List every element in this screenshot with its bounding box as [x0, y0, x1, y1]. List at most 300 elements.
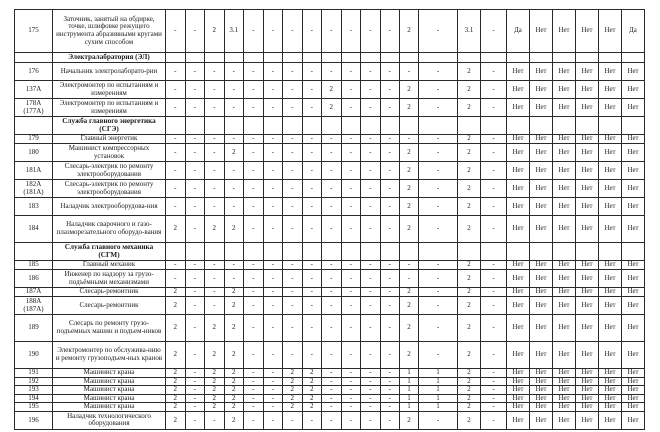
factor-class-cell: -	[302, 297, 322, 315]
factor-class-cell: -	[283, 144, 303, 162]
table-row	[15, 261, 645, 270]
workplace-number: 193	[15, 386, 53, 395]
compensation-flag-cell: Нет	[622, 261, 645, 270]
empty-cell	[481, 117, 507, 135]
factor-class-cell: -	[322, 162, 342, 180]
factor-class-cell: 1	[419, 369, 458, 378]
compensation-flag-cell: Нет	[576, 394, 599, 403]
compensation-flag-cell: Нет	[599, 180, 622, 198]
workplace-number: 182А (181А)	[15, 180, 53, 198]
profession-title: Наладчик сварочного и газо-плазморезательного оборудо-вания	[53, 216, 166, 243]
factor-class-cell: -	[185, 261, 205, 270]
empty-cell	[507, 53, 530, 63]
table-row	[15, 369, 645, 378]
factor-class-cell: -	[263, 369, 283, 378]
factor-class-cell: 2	[400, 288, 419, 297]
factor-class-cell: -	[380, 135, 400, 144]
table-row	[15, 144, 645, 162]
factor-class-cell: -	[322, 394, 342, 403]
compensation-flag-cell: Нет	[507, 386, 530, 395]
factor-class-cell: 2	[283, 386, 303, 395]
factor-class-cell: 2	[458, 411, 481, 429]
compensation-flag-cell: Нет	[622, 81, 645, 99]
compensation-flag-cell: Нет	[530, 394, 553, 403]
factor-class-cell: -	[283, 315, 303, 342]
empty-cell	[185, 243, 205, 261]
compensation-flag-cell: Нет	[553, 403, 576, 412]
empty-cell	[622, 117, 645, 135]
factor-class-cell: 2	[322, 99, 342, 117]
factor-class-cell: -	[224, 162, 244, 180]
compensation-flag-cell: Нет	[576, 216, 599, 243]
factor-class-cell: -	[361, 342, 381, 369]
empty-cell	[322, 117, 342, 135]
empty-cell	[244, 53, 264, 63]
factor-class-cell: -	[322, 10, 342, 53]
factor-class-cell: -	[302, 10, 322, 53]
factor-class-cell: -	[419, 81, 458, 99]
factor-class-cell: 2	[458, 315, 481, 342]
empty-cell	[507, 117, 530, 135]
factor-class-cell: -	[322, 261, 342, 270]
compensation-flag-cell: Нет	[576, 144, 599, 162]
factor-class-cell: -	[361, 99, 381, 117]
factor-class-cell: -	[185, 411, 205, 429]
compensation-flag-cell: Нет	[622, 386, 645, 395]
compensation-flag-cell: Нет	[507, 135, 530, 144]
compensation-flag-cell: Нет	[622, 144, 645, 162]
empty-cell	[599, 53, 622, 63]
factor-class-cell: 2	[400, 99, 419, 117]
factor-class-cell: -	[185, 135, 205, 144]
factor-class-cell: 2	[400, 411, 419, 429]
factor-class-cell: -	[244, 288, 264, 297]
factor-class-cell: -	[361, 198, 381, 216]
empty-cell	[622, 243, 645, 261]
factor-class-cell: -	[419, 99, 458, 117]
profession-title: Электромонтер по испытаниям и измерениям	[53, 81, 166, 99]
factor-class-cell: -	[322, 135, 342, 144]
table-row	[15, 63, 645, 81]
compensation-flag-cell: Нет	[553, 162, 576, 180]
compensation-flag-cell: Нет	[576, 288, 599, 297]
factor-class-cell: -	[322, 270, 342, 288]
factor-class-cell: 2	[224, 411, 244, 429]
compensation-flag-cell: Нет	[530, 369, 553, 378]
factor-class-cell: -	[341, 315, 361, 342]
profession-title: Наладчик технологического оборудования	[53, 411, 166, 429]
factor-class-cell: -	[341, 377, 361, 386]
compensation-flag-cell: Нет	[507, 144, 530, 162]
factor-class-cell: -	[185, 162, 205, 180]
factor-class-cell: 2	[205, 342, 225, 369]
factor-class-cell: 2	[400, 162, 419, 180]
factor-class-cell: -	[341, 261, 361, 270]
factor-class-cell: 2	[322, 81, 342, 99]
factor-class-cell: 2	[302, 369, 322, 378]
factor-class-cell: -	[380, 394, 400, 403]
factor-class-cell: -	[322, 144, 342, 162]
factor-class-cell: 2	[205, 315, 225, 342]
compensation-flag-cell: Нет	[576, 10, 599, 53]
empty-cell	[553, 53, 576, 63]
factor-class-cell: -	[263, 377, 283, 386]
factor-class-cell: -	[302, 342, 322, 369]
empty-cell	[322, 243, 342, 261]
factor-class-cell: -	[244, 403, 264, 412]
compensation-flag-cell: Нет	[507, 394, 530, 403]
compensation-flag-cell: Нет	[599, 386, 622, 395]
compensation-flag-cell: Нет	[599, 63, 622, 81]
factor-class-cell: -	[263, 411, 283, 429]
compensation-flag-cell: Нет	[576, 63, 599, 81]
profession-title: Машинист крана	[53, 394, 166, 403]
factor-class-cell: -	[185, 403, 205, 412]
compensation-flag-cell: Нет	[622, 403, 645, 412]
factor-class-cell: -	[283, 180, 303, 198]
compensation-flag-cell: Нет	[622, 162, 645, 180]
empty-cell	[263, 53, 283, 63]
factor-class-cell: -	[185, 297, 205, 315]
factor-class-cell: -	[361, 270, 381, 288]
factor-class-cell: -	[322, 377, 342, 386]
empty-cell	[224, 53, 244, 63]
factor-class-cell: 2	[458, 377, 481, 386]
compensation-flag-cell: Нет	[553, 144, 576, 162]
compensation-flag-cell: Нет	[530, 403, 553, 412]
factor-class-cell: -	[244, 369, 264, 378]
profession-title: Машинист крана	[53, 377, 166, 386]
profession-title: Инженер по надзору за грузо-подъёмными механизмами	[53, 270, 166, 288]
profession-title: Электромонтер по обслужива-нию и ремонту грузоподъем-ных кранов	[53, 342, 166, 369]
factor-class-cell: -	[361, 386, 381, 395]
factor-class-cell: -	[302, 144, 322, 162]
empty-cell	[530, 53, 553, 63]
factor-class-cell: -	[224, 99, 244, 117]
factor-class-cell: 1	[419, 403, 458, 412]
factor-class-cell: -	[361, 288, 381, 297]
factor-class-cell: -	[205, 261, 225, 270]
compensation-flag-cell: Нет	[553, 386, 576, 395]
factor-class-cell: 2	[166, 411, 186, 429]
factor-class-cell: 2	[302, 403, 322, 412]
factor-class-cell: -	[263, 10, 283, 53]
factor-class-cell: -	[481, 180, 507, 198]
compensation-flag-cell: Нет	[576, 261, 599, 270]
compensation-flag-cell: Нет	[622, 63, 645, 81]
factor-class-cell: 1	[419, 377, 458, 386]
table-row	[15, 403, 645, 412]
factor-class-cell: -	[481, 261, 507, 270]
factor-class-cell: -	[361, 180, 381, 198]
compensation-flag-cell: Нет	[576, 411, 599, 429]
factor-class-cell: -	[205, 180, 225, 198]
empty-cell	[205, 53, 225, 63]
compensation-flag-cell: Нет	[622, 198, 645, 216]
empty-cell	[400, 117, 419, 135]
compensation-flag-cell: Нет	[553, 216, 576, 243]
factor-class-cell: 2	[224, 216, 244, 243]
factor-class-cell: -	[341, 369, 361, 378]
compensation-flag-cell: Нет	[599, 162, 622, 180]
factor-class-cell: -	[283, 216, 303, 243]
factor-class-cell: -	[481, 394, 507, 403]
empty-cell	[361, 117, 381, 135]
factor-class-cell: -	[380, 198, 400, 216]
compensation-flag-cell: Нет	[530, 270, 553, 288]
compensation-flag-cell: Нет	[507, 297, 530, 315]
factor-class-cell: -	[244, 342, 264, 369]
empty-cell	[481, 243, 507, 261]
compensation-flag-cell: Нет	[553, 135, 576, 144]
section-id-cell	[15, 243, 53, 261]
factor-class-cell: -	[166, 144, 186, 162]
factor-class-cell: 2	[458, 394, 481, 403]
factor-class-cell: 1	[400, 394, 419, 403]
factor-class-cell: -	[341, 386, 361, 395]
workplace-number: 189	[15, 315, 53, 342]
factor-class-cell: -	[166, 270, 186, 288]
factor-class-cell: 2	[205, 377, 225, 386]
factor-class-cell: -	[244, 81, 264, 99]
compensation-flag-cell: Нет	[553, 342, 576, 369]
factor-class-cell: 2	[458, 261, 481, 270]
factor-class-cell: 2	[283, 369, 303, 378]
factor-class-cell: -	[481, 297, 507, 315]
factor-class-cell: -	[341, 99, 361, 117]
factor-class-cell: -	[419, 10, 458, 53]
factor-class-cell: -	[361, 10, 381, 53]
compensation-flag-cell: Нет	[530, 261, 553, 270]
compensation-flag-cell: Нет	[622, 288, 645, 297]
table-row	[15, 411, 645, 429]
table-row	[15, 394, 645, 403]
factor-class-cell: -	[244, 135, 264, 144]
factor-class-cell: -	[361, 297, 381, 315]
factor-class-cell: -	[341, 135, 361, 144]
factor-class-cell: -	[244, 10, 264, 53]
factor-class-cell: -	[322, 411, 342, 429]
factor-class-cell: -	[380, 403, 400, 412]
table-row	[15, 386, 645, 395]
factor-class-cell: 2	[458, 144, 481, 162]
factor-class-cell: -	[341, 342, 361, 369]
factor-class-cell: -	[283, 99, 303, 117]
compensation-flag-cell: Нет	[576, 315, 599, 342]
empty-cell	[224, 243, 244, 261]
factor-class-cell: -	[185, 81, 205, 99]
factor-class-cell: 2	[458, 216, 481, 243]
factor-class-cell: -	[400, 63, 419, 81]
section-id-cell	[15, 117, 53, 135]
compensation-flag-cell: Нет	[599, 261, 622, 270]
section-header-row	[15, 117, 645, 135]
factor-class-cell: 2	[224, 377, 244, 386]
section-title: Электралабратория (ЭЛ)	[53, 53, 166, 63]
factor-class-cell: -	[481, 99, 507, 117]
compensation-flag-cell: Нет	[622, 315, 645, 342]
empty-cell	[361, 243, 381, 261]
profession-title: Слесарь-ремонтник	[53, 288, 166, 297]
factor-class-cell: -	[205, 144, 225, 162]
factor-class-cell: -	[400, 261, 419, 270]
factor-class-cell: 2	[458, 386, 481, 395]
factor-class-cell: -	[481, 81, 507, 99]
factor-class-cell: -	[205, 135, 225, 144]
empty-cell	[553, 117, 576, 135]
compensation-flag-cell: Нет	[507, 369, 530, 378]
factor-class-cell: -	[400, 135, 419, 144]
factor-class-cell: -	[481, 10, 507, 53]
factor-class-cell: 2	[458, 288, 481, 297]
factor-class-cell: 2	[205, 403, 225, 412]
workplace-number: 175	[15, 10, 53, 53]
compensation-flag-cell: Нет	[530, 386, 553, 395]
compensation-flag-cell: Нет	[553, 270, 576, 288]
compensation-flag-cell: Нет	[622, 180, 645, 198]
factor-class-cell: -	[380, 315, 400, 342]
factor-class-cell: -	[283, 297, 303, 315]
compensation-flag-cell: Нет	[507, 99, 530, 117]
factor-class-cell: -	[481, 369, 507, 378]
empty-cell	[419, 53, 458, 63]
compensation-flag-cell: Нет	[507, 270, 530, 288]
empty-cell	[244, 117, 264, 135]
factor-class-cell: -	[166, 99, 186, 117]
factor-class-cell: 2	[400, 198, 419, 216]
factor-class-cell: -	[263, 99, 283, 117]
empty-cell	[380, 53, 400, 63]
factor-class-cell: -	[341, 162, 361, 180]
compensation-flag-cell: Нет	[553, 180, 576, 198]
factor-class-cell: -	[185, 369, 205, 378]
factor-class-cell: -	[322, 403, 342, 412]
factor-class-cell: -	[244, 144, 264, 162]
compensation-flag-cell: Нет	[553, 297, 576, 315]
factor-class-cell: -	[283, 270, 303, 288]
factor-class-cell: -	[419, 411, 458, 429]
factor-class-cell: 2	[224, 403, 244, 412]
workplace-number: 181А	[15, 162, 53, 180]
compensation-flag-cell: Нет	[576, 377, 599, 386]
factor-class-cell: -	[205, 270, 225, 288]
workplace-number: 184	[15, 216, 53, 243]
factor-class-cell: 2	[166, 386, 186, 395]
factor-class-cell: -	[380, 270, 400, 288]
factor-class-cell: -	[419, 198, 458, 216]
empty-cell	[530, 243, 553, 261]
factor-class-cell: -	[283, 81, 303, 99]
factor-class-cell: -	[263, 162, 283, 180]
factor-class-cell: -	[302, 198, 322, 216]
empty-cell	[400, 53, 419, 63]
factor-class-cell: 2	[302, 386, 322, 395]
factor-class-cell: -	[263, 394, 283, 403]
empty-cell	[553, 243, 576, 261]
compensation-flag-cell: Нет	[553, 411, 576, 429]
compensation-flag-cell: Нет	[553, 81, 576, 99]
table-row	[15, 135, 645, 144]
factor-class-cell: -	[419, 216, 458, 243]
factor-class-cell: -	[185, 180, 205, 198]
factor-class-cell: -	[263, 180, 283, 198]
compensation-flag-cell: Нет	[576, 180, 599, 198]
factor-class-cell: -	[185, 10, 205, 53]
table-row	[15, 315, 645, 342]
empty-cell	[185, 117, 205, 135]
factor-class-cell: -	[185, 270, 205, 288]
section-title: Служба главного энергетика (СГЭ)	[53, 117, 166, 135]
empty-cell	[341, 243, 361, 261]
factor-class-cell: -	[481, 342, 507, 369]
section-header-row	[15, 243, 645, 261]
compensation-flag-cell: Нет	[576, 198, 599, 216]
factor-class-cell: -	[361, 162, 381, 180]
factor-class-cell: -	[419, 261, 458, 270]
factor-class-cell: -	[341, 216, 361, 243]
factor-class-cell: -	[283, 342, 303, 369]
factor-class-cell: 2	[205, 10, 225, 53]
empty-cell	[302, 53, 322, 63]
compensation-flag-cell: Нет	[599, 10, 622, 53]
factor-class-cell: -	[481, 315, 507, 342]
factor-class-cell: -	[341, 81, 361, 99]
compensation-flag-cell: Нет	[622, 394, 645, 403]
factor-class-cell: -	[244, 315, 264, 342]
empty-cell	[244, 243, 264, 261]
table-row	[15, 270, 645, 288]
profession-title: Главный энергетик	[53, 135, 166, 144]
factor-class-cell: -	[205, 411, 225, 429]
factor-class-cell: 2	[400, 10, 419, 53]
workplace-number: 188А (187А)	[15, 297, 53, 315]
factor-class-cell: -	[166, 10, 186, 53]
factor-class-cell: -	[322, 63, 342, 81]
compensation-flag-cell: Нет	[599, 315, 622, 342]
factor-class-cell: -	[244, 63, 264, 81]
empty-cell	[622, 53, 645, 63]
workplace-number: 194	[15, 394, 53, 403]
factor-class-cell: -	[185, 99, 205, 117]
factor-class-cell: 2	[224, 386, 244, 395]
compensation-flag-cell: Нет	[599, 99, 622, 117]
compensation-flag-cell: Нет	[530, 411, 553, 429]
factor-class-cell: -	[322, 297, 342, 315]
factor-class-cell: 2	[400, 342, 419, 369]
compensation-flag-cell: Нет	[507, 216, 530, 243]
factor-class-cell: -	[185, 63, 205, 81]
compensation-flag-cell: Нет	[622, 216, 645, 243]
table-row	[15, 377, 645, 386]
factor-class-cell: -	[244, 162, 264, 180]
table-row	[15, 99, 645, 117]
workplace-conditions-table	[14, 9, 645, 430]
factor-class-cell: 1	[400, 386, 419, 395]
empty-cell	[507, 243, 530, 261]
factor-class-cell: 2	[166, 315, 186, 342]
compensation-flag-cell: Нет	[553, 394, 576, 403]
table-row	[15, 10, 645, 53]
factor-class-cell: -	[302, 315, 322, 342]
factor-class-cell: -	[185, 377, 205, 386]
factor-class-cell: 2	[458, 162, 481, 180]
factor-class-cell: -	[361, 81, 381, 99]
factor-class-cell: -	[380, 144, 400, 162]
empty-cell	[185, 53, 205, 63]
table-row	[15, 81, 645, 99]
factor-class-cell: 1	[400, 377, 419, 386]
factor-class-cell: -	[302, 81, 322, 99]
